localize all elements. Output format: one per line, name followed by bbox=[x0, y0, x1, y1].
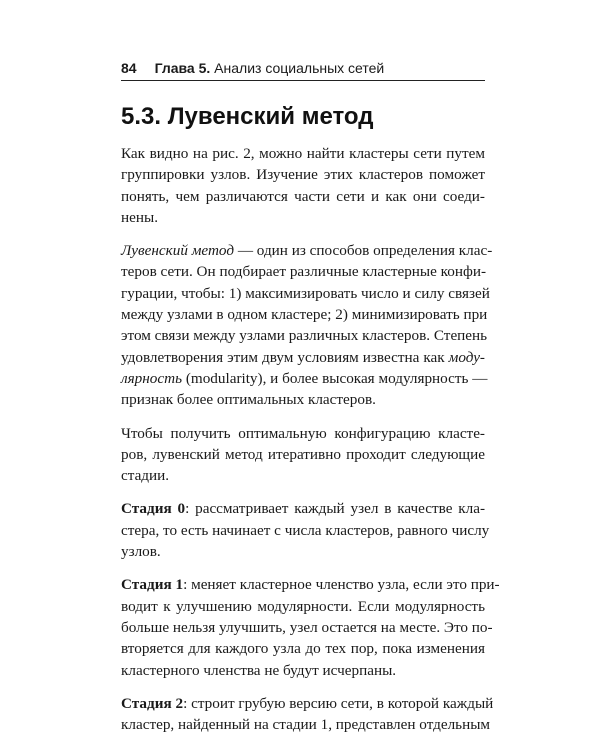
text-line: между узлами в одном кластере; 2) минимизировать при bbox=[121, 306, 488, 324]
chapter-title: Анализ социальных сетей bbox=[214, 60, 385, 76]
term-modularity: моду- bbox=[448, 348, 485, 366]
text-line: Как видно на рис. 2, можно найти кластеры сети путем bbox=[121, 145, 485, 162]
stage-label: Стадия 2 bbox=[121, 694, 184, 712]
text-line: Лувенский метод — один из способов определения клас- bbox=[121, 242, 493, 260]
text-line: стадии. bbox=[121, 467, 170, 485]
section-title: 5.3. Лувенский метод bbox=[121, 103, 374, 130]
text-line: ров, лувенский метод итеративно проходит следующие bbox=[121, 445, 485, 463]
text-line: кластер, найденный на стадии 1, представлен отдельным bbox=[121, 716, 491, 734]
text-line: Чтобы получить оптимальную конфигурацию класте- bbox=[121, 424, 485, 442]
text-line: больше нельзя улучшить, узел остается на месте. Это по- bbox=[121, 618, 493, 636]
paragraph-stage-0 bbox=[121, 498, 490, 562]
text-line: понять, чем различаются части сети и как они соеди- bbox=[121, 187, 485, 205]
text-line: Стадия 0: рассматривает каждый узел в качестве кла- bbox=[121, 500, 485, 518]
text-line: Стадия 2: строит грубую версию сети, в которой каждый bbox=[121, 694, 494, 712]
text-line: Стадия 1: меняет кластерное членство узла, если это при- bbox=[121, 576, 500, 594]
text-line: вторяется для каждого узла до тех пор, пока изменения bbox=[121, 640, 485, 658]
text-line: узлов. bbox=[121, 543, 161, 561]
paragraph-stage-2 bbox=[121, 693, 494, 736]
text-line: группировки узлов. Изучение этих кластеров поможет bbox=[121, 166, 485, 184]
paragraph-intro bbox=[121, 143, 485, 228]
text-line: водит к улучшению модулярности. Если модулярность bbox=[121, 597, 485, 615]
text-line: этом связи между узлами различных кластеров. Степень bbox=[121, 327, 488, 345]
stage-label: Стадия 0 bbox=[121, 500, 186, 518]
term-modularity-cont: лярность bbox=[121, 369, 183, 387]
paragraph-stage-1 bbox=[121, 574, 500, 680]
text-line: стера, то есть начинает с числа кластеров, равного числу bbox=[121, 521, 490, 539]
text-line: кластерного членства не будут исчерпаны. bbox=[121, 661, 397, 679]
text-line: теров сети. Он подбирает различные кластерные конфи- bbox=[121, 263, 487, 281]
text-line: удовлетворения этим двум условиям известна как моду- bbox=[121, 348, 485, 366]
page-number: 84 bbox=[121, 60, 137, 76]
text-line: нены. bbox=[121, 208, 158, 226]
paragraph-stages-intro bbox=[121, 423, 485, 487]
body-text bbox=[121, 143, 500, 747]
running-header bbox=[121, 58, 485, 81]
text-line: гурации, чтобы: 1) максимизировать число и силу связей bbox=[121, 284, 490, 302]
text-line: лярность (modularity), и более высокая модулярность — bbox=[121, 369, 488, 387]
chapter-label: Глава 5. bbox=[154, 60, 211, 76]
paragraph-definition bbox=[121, 240, 493, 410]
text-line: признак более оптимальных кластеров. bbox=[121, 391, 376, 409]
term-louvain-method: Лувенский метод bbox=[121, 242, 235, 260]
stage-label: Стадия 1 bbox=[121, 576, 184, 594]
